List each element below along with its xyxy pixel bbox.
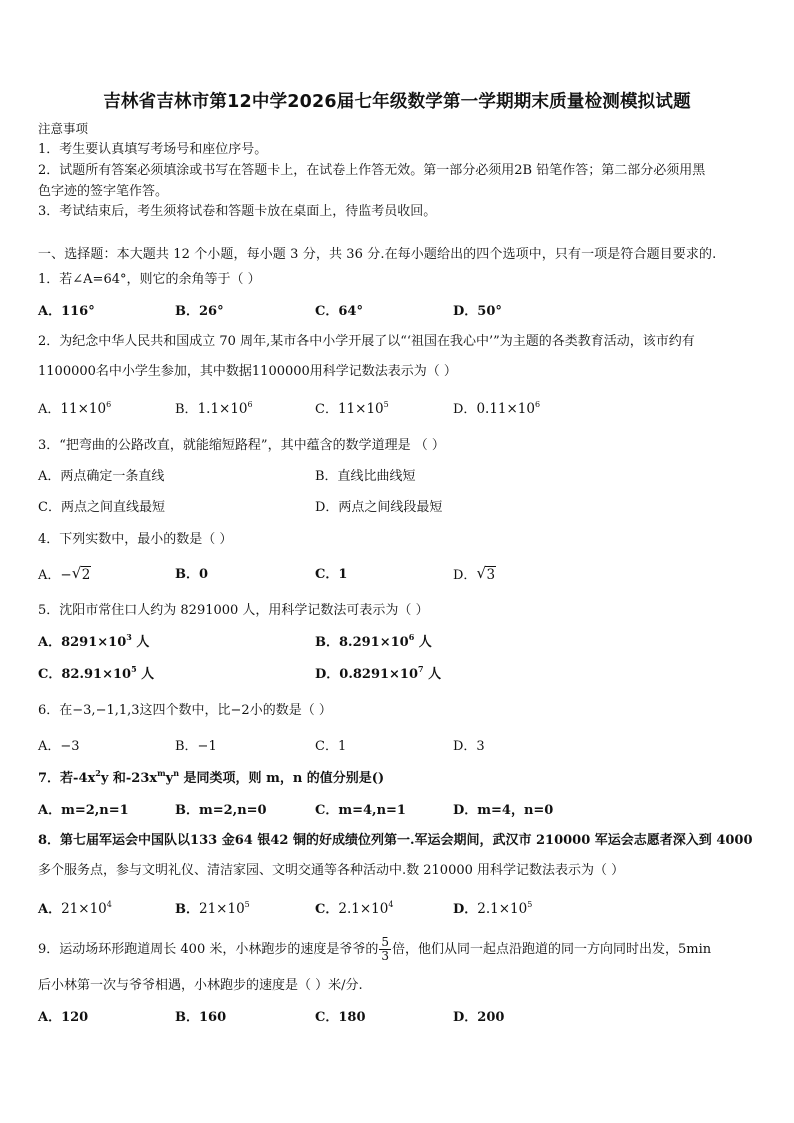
q4-option-d: D． √ 3 xyxy=(453,564,496,583)
q3-option-d: D．两点之间线段最短 xyxy=(315,500,443,515)
q5-option-b: B．$8.291\times 10^6$ 人 xyxy=(315,632,432,650)
q3-option-a: A．两点确定一条直线 xyxy=(38,469,165,484)
question-2-stem-line-2: 1100000名中小学生参加，其中数据1100000用科学记数法表示为（ ） xyxy=(38,364,457,379)
q6-option-a: A．−3 xyxy=(38,739,80,754)
notice-item-2-cont: 色字迹的签字笔作答。 xyxy=(38,184,169,199)
q5-option-a: A．$8291\times 10^3$ 人 xyxy=(38,632,150,650)
question-3-stem: 3．“把弯曲的公路改直，就能缩短路程”，其中蕴含的数学道理是 （ ） xyxy=(38,438,445,453)
q8-option-a: A．$21\times 10^4$ xyxy=(38,900,112,917)
notice-item-2: 2．试题所有答案必须填涂或书写在答题卡上，在试卷上作答无效。第一部分必须用2B 铅笔作答；第二部分必须用黑 xyxy=(38,163,706,178)
q1-option-c: C．64° xyxy=(315,304,363,319)
q3-option-b: B．直线比曲线短 xyxy=(315,469,416,484)
question-4-stem: 4．下列实数中，最小的数是（ ） xyxy=(38,532,233,547)
question-6-stem: 6．在−3,−1,1,3这四个数中，比−2小的数是（ ） xyxy=(38,703,332,718)
q2-option-b: B．$1.1\times 10^6$ xyxy=(175,400,253,417)
q8-option-c: C．$2.1\times 10^4$ xyxy=(315,900,394,917)
q8-option-b: B．$21\times 10^5$ xyxy=(175,900,250,917)
q4-option-c: C．1 xyxy=(315,567,348,582)
q2-option-a: A．$11\times 10^6$ xyxy=(38,400,112,417)
notice-item-1: 1．考生要认真填写考场号和座位序号。 xyxy=(38,142,268,157)
q7-option-c: C．m=4,n=1 xyxy=(315,803,406,818)
question-9-stem-line-1: 9．运动场环形跑道周长 400 米，小林跑步的速度是爷爷的 $\frac{5}{3}$ 倍，他们从同一起点沿跑道的同一方向同时出发，5min xyxy=(38,935,712,963)
notice-item-3: 3．考试结束后，考生须将试卷和答题卡放在桌面上，待监考员收回。 xyxy=(38,204,437,219)
q1-option-a: A．116° xyxy=(38,304,95,319)
q3-option-c: C．两点之间直线最短 xyxy=(38,500,165,515)
q9-option-b: B．160 xyxy=(175,1010,227,1025)
q9-option-a: A．120 xyxy=(38,1010,89,1025)
question-8-stem-line-1: 8．第七届军运会中国队以133 金64 银42 铜的好成绩位列第一.军运会期间，武汉市 210000 军运会志愿者深入到 4000 xyxy=(38,833,753,848)
q7-option-d: D．m=4，n=0 xyxy=(453,803,554,818)
q1-option-b: B．26° xyxy=(175,304,224,319)
section-heading: 一、选择题：本大题共 12 个小题，每小题 3 分，共 36 分.在每小题给出的四个选项中，只有一项是符合题目要求的. xyxy=(38,247,717,262)
q5-option-c: C．$82.91\times 10^5$ 人 xyxy=(38,664,155,682)
question-1-stem: 1．若∠A=64°，则它的余角等于（ ） xyxy=(38,272,261,287)
question-5-stem: 5．沈阳市常住口人约为 8291000 人，用科学记数法可表示为（ ） xyxy=(38,603,429,618)
q4-option-b: B．0 xyxy=(175,567,209,582)
question-8-stem-line-2: 多个服务点，参与文明礼仪、清洁家园、文明交通等各种活动中.数 210000 用科学记数法表示为（ ） xyxy=(38,863,625,878)
q8-option-d: D．$2.1\times 10^5$ xyxy=(453,900,533,917)
notice-heading: 注意事项 xyxy=(38,121,89,136)
q2-option-c: C．$11\times 10^5$ xyxy=(315,400,389,417)
q6-option-d: D．3 xyxy=(453,739,485,754)
page-title: 吉林省吉林市第12中学2026届七年级数学第一学期期末质量检测模拟试题 xyxy=(103,92,691,112)
question-2-stem-line-1: 2．为纪念中华人民共和国成立 70 周年,某市各中小学开展了以“‘祖国在我心中’”为主题的各类教育活动，该市约有 xyxy=(38,334,695,349)
q9-option-d: D．200 xyxy=(453,1010,505,1025)
q5-option-d: D．$0.8291\times 10^7$ 人 xyxy=(315,664,442,682)
fraction-five-thirds: $\frac{5}{3}$ xyxy=(381,935,389,963)
q4-option-a: A．− √ 2 xyxy=(38,564,91,583)
question-9-stem-line-2: 后小林第一次与爷爷相遇，小林跑步的速度是（ ）米/分. xyxy=(38,978,363,993)
question-7-stem: 7．若$-4x^2y$ 和$-23x^my^n$ 是同类项，则 m，n 的值分别是() xyxy=(38,768,385,786)
q6-option-b: B．−1 xyxy=(175,739,217,754)
q9-option-c: C．180 xyxy=(315,1010,366,1025)
q6-option-c: C．1 xyxy=(315,739,347,754)
q7-option-b: B．m=2,n=0 xyxy=(175,803,267,818)
q7-option-a: A．m=2,n=1 xyxy=(38,803,129,818)
q1-option-d: D．50° xyxy=(453,304,502,319)
q2-option-d: D．$0.11\times 10^6$ xyxy=(453,400,541,417)
